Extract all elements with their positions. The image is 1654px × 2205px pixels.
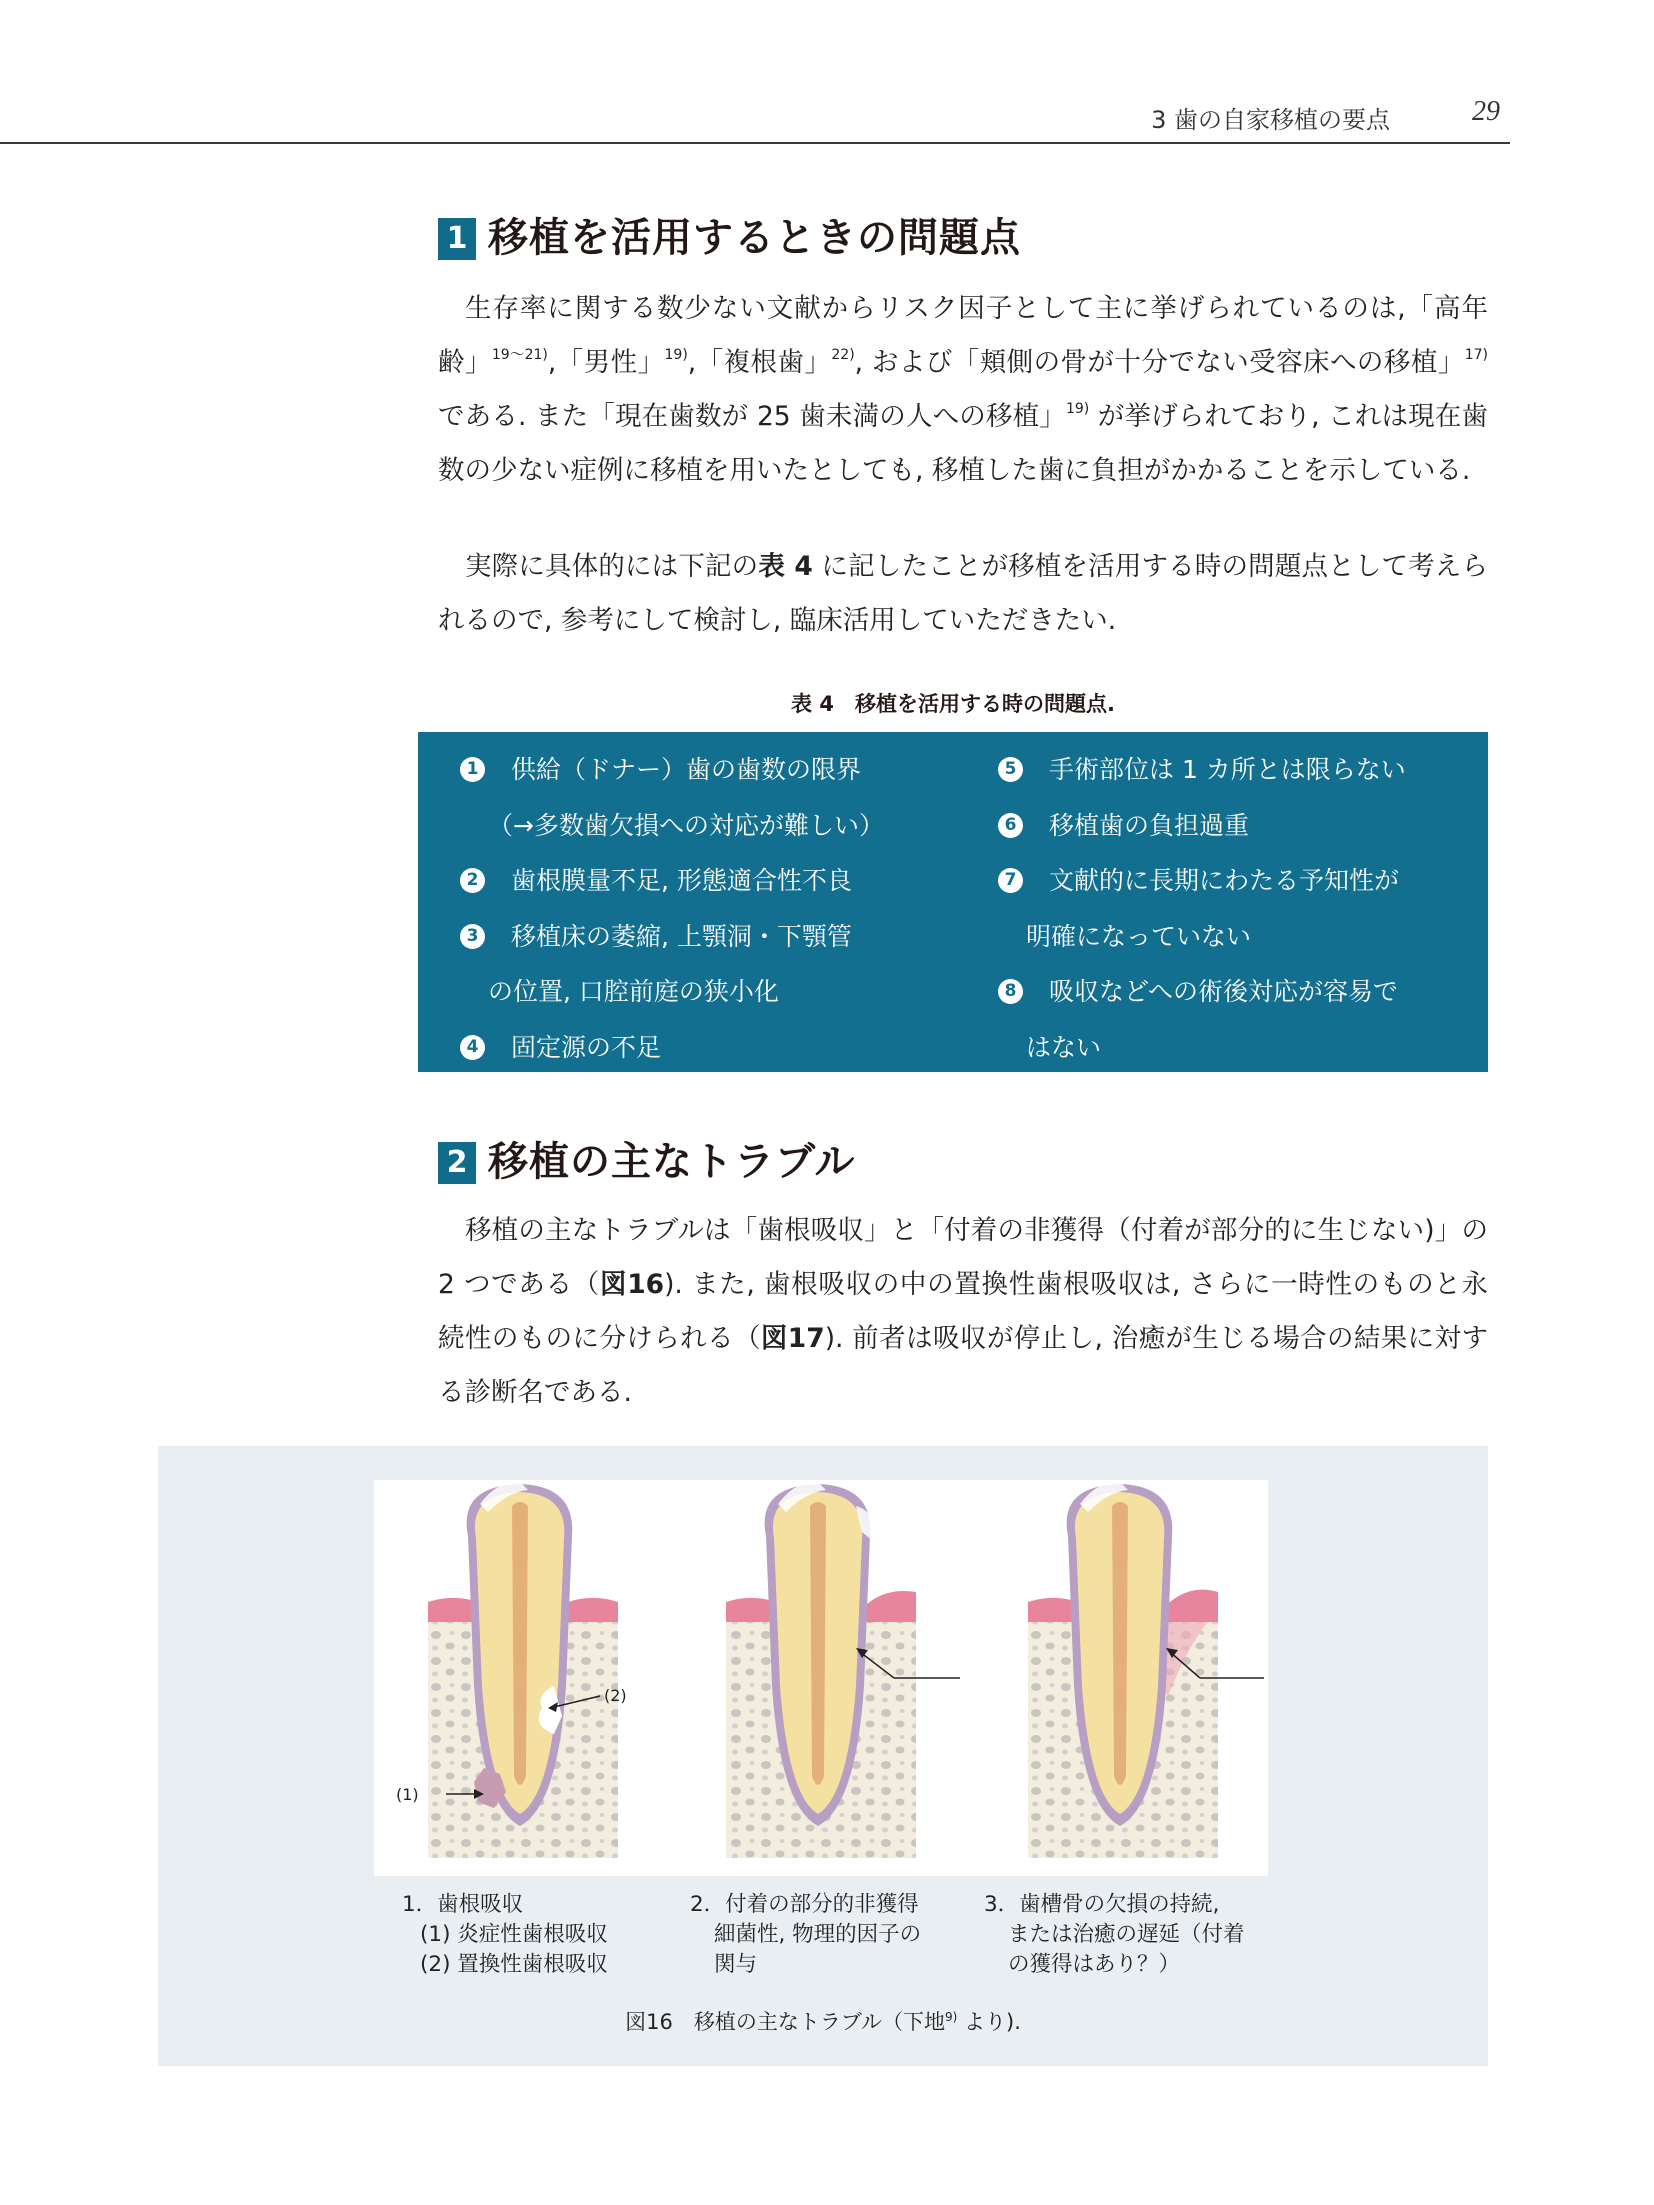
body-paragraph bbox=[438, 540, 1488, 648]
item-number-badge: 8 bbox=[998, 979, 1023, 1004]
item-number-badge: 7 bbox=[998, 868, 1023, 893]
citation-superscript: 19) bbox=[1065, 401, 1090, 417]
section-title: 移植を活用するときの問題点 bbox=[488, 215, 1021, 261]
running-header bbox=[0, 96, 1510, 144]
problem-item bbox=[460, 1020, 940, 1076]
paragraph-text: ,「男性」 bbox=[547, 347, 665, 378]
problems-column-left bbox=[460, 742, 940, 1075]
body-paragraph bbox=[438, 1204, 1488, 1420]
panel-caption-line: (2) 置換性歯根吸収 bbox=[420, 1952, 608, 1977]
paragraph-text: が挙げられており, これは現在歯数の少ない症例に移植を用いたとしても, 移植した歯に負担がかかることを示している. bbox=[438, 401, 1488, 486]
problem-text: 固定源の不足 bbox=[511, 1032, 662, 1062]
item-number-badge: 3 bbox=[460, 924, 485, 949]
problem-item bbox=[460, 742, 940, 798]
problem-item bbox=[998, 798, 1468, 854]
paragraph-text: 生存率に関する数少ない文献からリスク因子として主に挙げられているのは,「高年齢」 bbox=[438, 293, 1488, 378]
panel-caption-line: 3．歯槽骨の欠損の持続, bbox=[984, 1892, 1220, 1917]
problem-text: の位置, 口腔前庭の狭小化 bbox=[488, 977, 779, 1006]
caption-text: 図16 移植の主なトラブル（下地 bbox=[625, 2010, 945, 2034]
paragraph-text: 実際に具体的には下記の bbox=[465, 551, 759, 582]
item-number-badge: 4 bbox=[460, 1035, 485, 1060]
panel-caption-line: (1) 炎症性歯根吸収 bbox=[420, 1922, 608, 1947]
page-number: 29 bbox=[1472, 96, 1500, 127]
citation-superscript: 17) bbox=[1464, 347, 1488, 363]
chapter-title: 3 歯の自家移植の要点 bbox=[1151, 106, 1390, 134]
problem-text: 移植歯の負担過重 bbox=[1049, 810, 1250, 840]
section-title: 移植の主なトラブル bbox=[488, 1139, 856, 1185]
panel-1-caption bbox=[402, 1890, 608, 1980]
paragraph-text: , および「頬側の骨が十分でない受容床への移植」 bbox=[854, 347, 1465, 378]
item-number-badge: 1 bbox=[460, 757, 485, 782]
problem-item bbox=[460, 798, 940, 854]
problem-text: 吸収などへの術後対応が容易で bbox=[1049, 977, 1399, 1006]
body-paragraph bbox=[438, 282, 1488, 498]
problem-text: 明確になっていない bbox=[1026, 921, 1252, 951]
problem-text: はない bbox=[1026, 1032, 1102, 1062]
problem-item bbox=[460, 909, 940, 965]
paragraph-text: ,「複根歯」 bbox=[687, 347, 832, 378]
label-inflammatory-resorption: (1) bbox=[396, 1785, 419, 1804]
paragraph-text: ). 前者は吸収が停止し, 治癒が生じる場合の結果に対する診断名である. bbox=[438, 1323, 1488, 1408]
problem-text: （→多数歯欠損への対応が難しい） bbox=[488, 810, 884, 840]
problem-item bbox=[998, 964, 1468, 1020]
problem-item bbox=[460, 964, 940, 1020]
panel-caption-line: 関与 bbox=[714, 1952, 758, 1977]
caption-reference: 9) bbox=[945, 2010, 958, 2024]
section-number-badge: 1 bbox=[438, 218, 476, 260]
panel-caption-line: の獲得はあり？） bbox=[1008, 1952, 1181, 1977]
table-reference: 表 4 bbox=[758, 551, 813, 582]
table-caption: 表 4 移植を活用する時の問題点. bbox=[791, 692, 1115, 716]
problem-text: 文献的に長期にわたる予知性が bbox=[1049, 866, 1400, 895]
panel-2-caption bbox=[690, 1890, 921, 1980]
problem-item bbox=[460, 853, 940, 909]
item-number-badge: 2 bbox=[460, 868, 485, 893]
section-number-badge: 2 bbox=[438, 1142, 476, 1184]
citation-superscript: 22) bbox=[831, 347, 855, 363]
citation-superscript: 19～21) bbox=[491, 347, 548, 363]
item-number-badge: 6 bbox=[998, 813, 1023, 838]
paragraph-text: である. また「現在歯数が 25 歯未満の人への移植」 bbox=[438, 401, 1066, 432]
problem-item bbox=[998, 1020, 1468, 1076]
problems-table bbox=[418, 732, 1488, 1072]
figure-reference: 図16 bbox=[600, 1269, 665, 1300]
caption-text: より). bbox=[957, 2010, 1021, 2034]
problem-item bbox=[998, 909, 1468, 965]
problem-text: 歯根膜量不足, 形態適合性不良 bbox=[511, 866, 852, 895]
problem-text: 供給（ドナー）歯の歯数の限界 bbox=[511, 755, 862, 784]
paragraph-text: ). また, 歯根吸収の中の置換性歯根吸収は, さらに一時性のものと永続性のものに分けられる（ bbox=[438, 1269, 1488, 1354]
paragraph-text: 移植の主なトラブルは「歯根吸収」と「付着の非獲得（付着が部分的に生じない)」の 2 つである（ bbox=[438, 1215, 1488, 1300]
figure-reference: 図17 bbox=[760, 1323, 825, 1354]
citation-superscript: 19) bbox=[664, 347, 688, 363]
problem-item bbox=[998, 853, 1468, 909]
problems-column-right bbox=[998, 742, 1468, 1075]
figure-caption bbox=[158, 2006, 1488, 2036]
problem-item bbox=[998, 742, 1468, 798]
label-replacement-resorption: (2) bbox=[604, 1686, 627, 1705]
panel-caption-line: 2．付着の部分的非獲得 bbox=[690, 1892, 919, 1917]
paragraph-text: に記したことが移植を活用する時の問題点として考えられるので, 参考にして検討し, 臨床活用していただきたい. bbox=[438, 551, 1489, 636]
problem-text: 移植床の萎縮, 上顎洞・下顎管 bbox=[511, 921, 852, 951]
problem-text: 手術部位は 1 カ所とは限らない bbox=[1049, 755, 1406, 784]
panel-caption-line: 1．歯根吸収 bbox=[402, 1892, 524, 1917]
figure-16 bbox=[158, 1446, 1488, 2066]
panel-caption-line: または治癒の遅延（付着 bbox=[1008, 1922, 1245, 1947]
panel-caption-line: 細菌性, 物理的因子の bbox=[714, 1922, 922, 1947]
item-number-badge: 5 bbox=[998, 757, 1023, 782]
panel-3-caption bbox=[984, 1890, 1245, 1980]
